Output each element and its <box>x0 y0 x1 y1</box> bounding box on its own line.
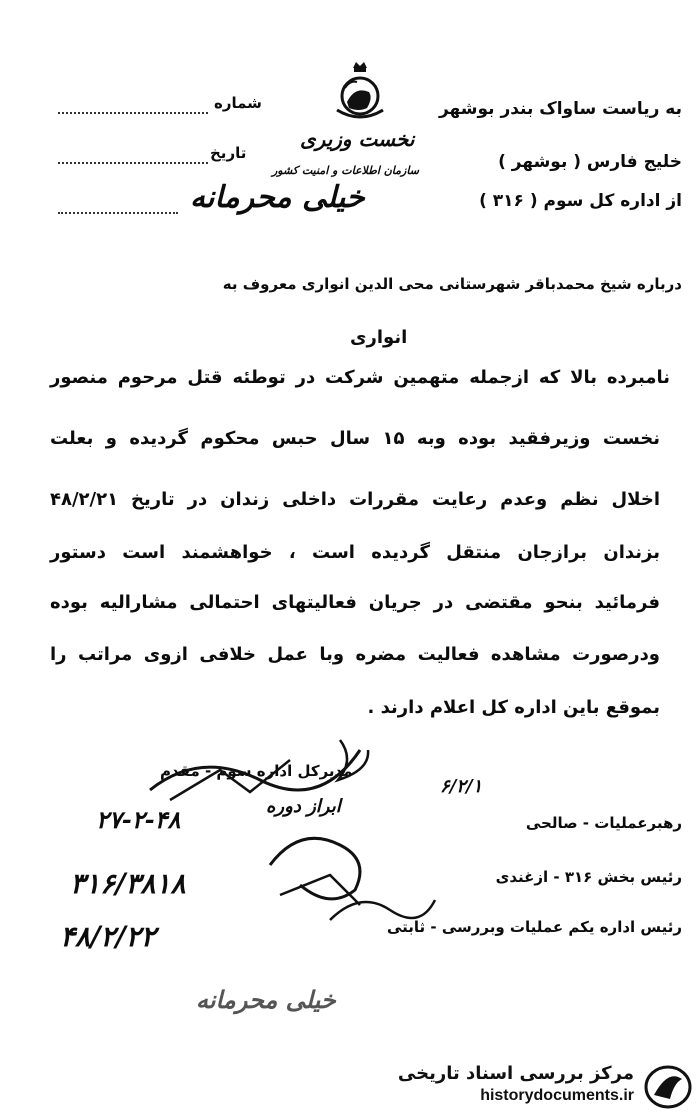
ops-handwritten-code: ۶/۲/۱ <box>440 776 483 797</box>
director-signature: مدیرکل اداره سوم - مقدم <box>160 762 353 780</box>
body-line: نخست وزیرفقید بوده وبه ۱۵ سال حبس محکوم گردیده و بعلت <box>50 428 660 449</box>
date-dotted-line <box>58 162 208 164</box>
footer-faint-stamp: خیلی محرمانه <box>196 985 336 1014</box>
review-chief-signature: رئیس اداره یکم عملیات وبررسی - ثابتی <box>386 918 682 936</box>
ministry-title: نخست وزیری <box>300 127 415 151</box>
body-line-last: بموقع باین اداره کل اعلام دارند . <box>367 697 660 718</box>
archive-logo-icon <box>644 1065 692 1109</box>
region-line: خلیج فارس ( بوشهر ) <box>498 152 682 172</box>
ops-handwritten-note: ابراز دوره <box>266 796 341 817</box>
classification-stamp: خیلی محرمانه <box>190 180 365 215</box>
number-dotted-line <box>58 112 208 114</box>
ops-chief-signature: رهبرعملیات - صالحی <box>525 814 682 832</box>
review-chief-scribble-icon <box>320 880 440 940</box>
watermark-title: مرکز بررسی اسناد تاریخی <box>397 1063 634 1084</box>
section-chief-signature: رئیس بخش ۳۱۶ - ازغندی <box>495 868 682 886</box>
from-line: از اداره کل سوم ( ۳۱۶ ) <box>479 191 682 211</box>
watermark-url: historydocuments.ir <box>480 1087 634 1104</box>
lion-sun-emblem-icon <box>325 58 395 128</box>
date-handwritten-1: ۲۷-۲-۴۸ <box>96 805 181 834</box>
attachment-dotted-line <box>58 212 178 214</box>
body-line: نامبرده بالا که ازجمله متهمین شرکت در توطئه قتل مرحوم منصور <box>50 367 670 388</box>
number-label: شماره <box>214 94 262 112</box>
ministry-subtitle: سازمان اطلاعات و امنیت کشور <box>272 164 419 177</box>
subject-line: درباره شیخ محمدباقر شهرستانی محی الدین انواری معروف به <box>222 275 682 293</box>
body-line: بزندان برازجان منتقل گردیده است ، خواهشمند است دستور <box>50 542 660 563</box>
body-line: ودرصورت مشاهده فعالیت مضره وبا عمل خلافی ازوی مراتب را <box>50 644 660 665</box>
date-handwritten-2: ۴۸/۲/۲۲ <box>60 920 156 953</box>
body-line: اخلال نظم وعدم رعایت مقررات داخلی زندان در تاریخ ۴۸/۲/۲۱ <box>50 489 660 510</box>
director-scribble-icon <box>140 730 380 810</box>
body-line: فرمائید بنحو مقتضی در جریان فعالیتهای احتمالی مشارالیه بوده <box>50 592 660 613</box>
recipient-line: به ریاست ساواک بندر بوشهر <box>438 99 682 119</box>
date-label: تاریخ <box>210 144 247 162</box>
reference-number-handwritten: ۳۱۶/۳۸۱۸ <box>70 867 186 900</box>
subject-continuation: انواری <box>350 327 408 348</box>
watermark <box>397 1063 694 1111</box>
